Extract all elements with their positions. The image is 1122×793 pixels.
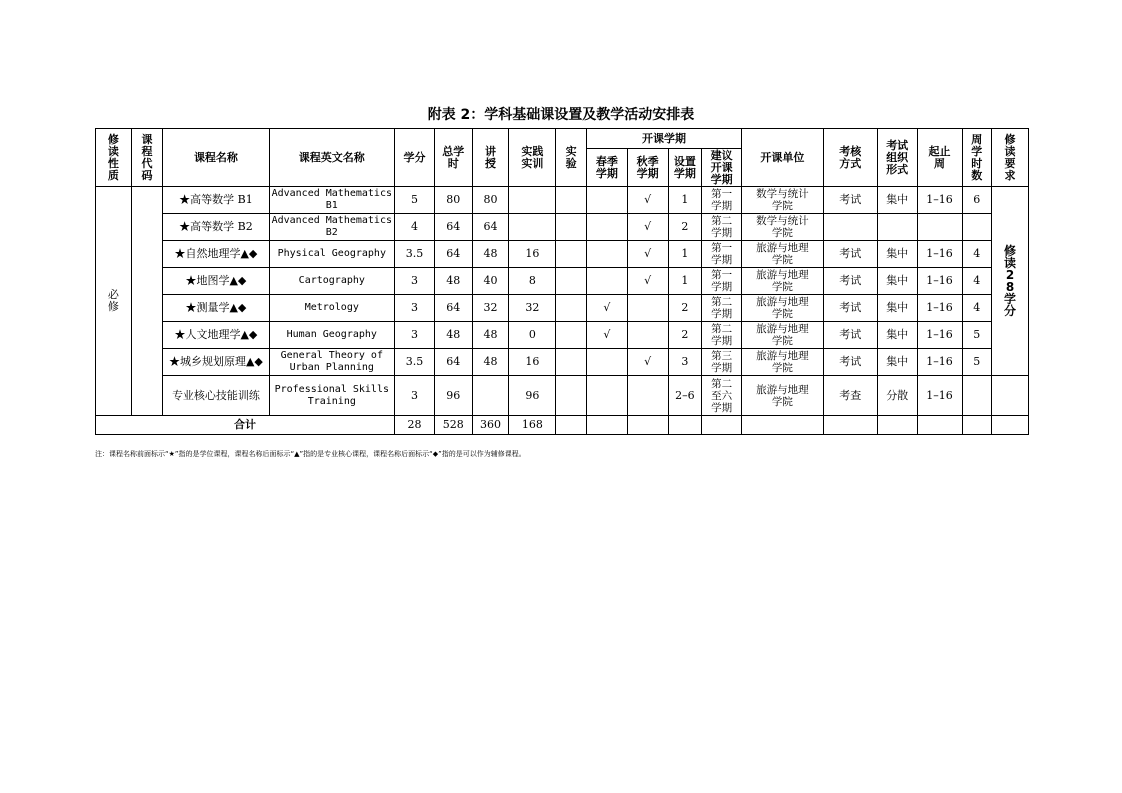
exam-org: 集中 <box>877 268 917 295</box>
spring-mark <box>586 214 627 241</box>
lecture-hours: 80 <box>472 187 509 214</box>
credit: 3.5 <box>395 241 435 268</box>
credit: 5 <box>395 187 435 214</box>
weeks: 1–16 <box>917 349 962 376</box>
unit: 旅游与地理学院 <box>742 295 824 322</box>
unit: 旅游与地理学院 <box>742 349 824 376</box>
set-term: 2 <box>668 214 702 241</box>
exam-org: 集中 <box>877 241 917 268</box>
autumn-mark: √ <box>627 268 668 295</box>
course-name: ★自然地理学▲◆ <box>163 241 269 268</box>
total-hours: 64 <box>434 295 472 322</box>
header-total-hours: 总学时 <box>434 129 472 187</box>
total-hours: 64 <box>434 241 472 268</box>
exam-org: 集中 <box>877 349 917 376</box>
course-name: ★人文地理学▲◆ <box>163 322 269 349</box>
unit: 数学与统计学院 <box>742 187 824 214</box>
total-credit: 28 <box>395 416 435 435</box>
total-row <box>96 416 1029 435</box>
exam-method: 考试 <box>823 349 877 376</box>
header-type: 修读性质 <box>96 129 132 187</box>
exam-org: 集中 <box>877 322 917 349</box>
practice-hours: 32 <box>509 295 556 322</box>
practice-hours: 8 <box>509 268 556 295</box>
suggest-term: 第二学期 <box>702 214 742 241</box>
table-row <box>96 214 1029 241</box>
total-hours: 48 <box>434 322 472 349</box>
credit: 3 <box>395 376 435 416</box>
spring-mark <box>586 376 627 416</box>
suggest-term: 第二学期 <box>702 322 742 349</box>
credit: 3 <box>395 322 435 349</box>
lecture-hours: 48 <box>472 349 509 376</box>
experiment-hours <box>556 187 587 214</box>
weeks: 1–16 <box>917 241 962 268</box>
set-term: 1 <box>668 241 702 268</box>
spring-mark: √ <box>586 322 627 349</box>
suggest-term: 第二学期 <box>702 295 742 322</box>
table-row <box>96 349 1029 376</box>
requirement-cell: 修读28学分 <box>992 187 1029 376</box>
practice-hours: 96 <box>509 376 556 416</box>
unit: 旅游与地理学院 <box>742 241 824 268</box>
credit: 4 <box>395 214 435 241</box>
spring-mark <box>586 187 627 214</box>
total-hours-sum: 528 <box>434 416 472 435</box>
exam-method: 考试 <box>823 322 877 349</box>
lecture-hours <box>472 376 509 416</box>
exam-method: 考试 <box>823 241 877 268</box>
course-name: ★高等数学 B2 <box>163 214 269 241</box>
weekly-hours: 6 <box>962 187 992 214</box>
set-term: 2 <box>668 295 702 322</box>
credit: 3 <box>395 268 435 295</box>
header-autumn: 秋季学期 <box>627 149 668 187</box>
autumn-mark <box>627 322 668 349</box>
header-requirement: 修读要求 <box>992 129 1029 187</box>
total-hours: 80 <box>434 187 472 214</box>
page-title: 附表 2：学科基础课设置及教学活动安排表 <box>427 107 695 123</box>
weeks: 1–16 <box>917 295 962 322</box>
weekly-hours: 4 <box>962 268 992 295</box>
weeks: 1–16 <box>917 376 962 416</box>
practice-hours <box>509 214 556 241</box>
table-row <box>96 187 1029 214</box>
lecture-hours: 32 <box>472 295 509 322</box>
credit: 3.5 <box>395 349 435 376</box>
course-name-en: Cartography <box>269 268 395 295</box>
header-semester-group: 开课学期 <box>586 129 741 149</box>
set-term: 1 <box>668 268 702 295</box>
weeks: 1–16 <box>917 322 962 349</box>
suggest-term: 第一学期 <box>702 241 742 268</box>
practice-hours: 16 <box>509 241 556 268</box>
lecture-hours: 40 <box>472 268 509 295</box>
table-row <box>96 322 1029 349</box>
exam-method: 考试 <box>823 295 877 322</box>
course-name-en: Human Geography <box>269 322 395 349</box>
header-weeks: 起止周 <box>917 129 962 187</box>
experiment-hours <box>556 241 587 268</box>
exam-org: 集中 <box>877 187 917 214</box>
experiment-hours <box>556 295 587 322</box>
exam-method: 考查 <box>823 376 877 416</box>
spring-mark <box>586 268 627 295</box>
header-exam-method: 考核方式 <box>823 129 877 187</box>
total-lecture: 360 <box>472 416 509 435</box>
header-practice: 实践实训 <box>509 129 556 187</box>
requirement-empty-cell <box>992 376 1029 416</box>
weekly-hours: 5 <box>962 349 992 376</box>
autumn-mark: √ <box>627 241 668 268</box>
unit: 旅游与地理学院 <box>742 322 824 349</box>
autumn-mark: √ <box>627 187 668 214</box>
header-unit: 开课单位 <box>742 129 824 187</box>
total-hours: 64 <box>434 349 472 376</box>
spring-mark <box>586 241 627 268</box>
header-lecture: 讲授 <box>472 129 509 187</box>
total-hours: 64 <box>434 214 472 241</box>
spring-mark: √ <box>586 295 627 322</box>
table-row <box>96 268 1029 295</box>
course-name-en: Advanced Mathematics B2 <box>269 214 395 241</box>
total-label: 合计 <box>96 416 395 435</box>
suggest-term: 第一学期 <box>702 187 742 214</box>
course-name: ★测量学▲◆ <box>163 295 269 322</box>
suggest-term: 第二至六学期 <box>702 376 742 416</box>
course-name-en: Physical Geography <box>269 241 395 268</box>
header-name-en: 课程英文名称 <box>269 129 395 187</box>
autumn-mark: √ <box>627 214 668 241</box>
lecture-hours: 48 <box>472 322 509 349</box>
course-table <box>95 128 1029 435</box>
exam-method: 考试 <box>823 268 877 295</box>
table-row <box>96 241 1029 268</box>
lecture-hours: 64 <box>472 214 509 241</box>
practice-hours: 0 <box>509 322 556 349</box>
weekly-hours: 4 <box>962 241 992 268</box>
set-term: 2 <box>668 322 702 349</box>
set-term: 1 <box>668 187 702 214</box>
type-cell: 必修 <box>96 187 132 416</box>
header-suggest-term: 建议开课学期 <box>702 149 742 187</box>
header-name: 课程名称 <box>163 129 269 187</box>
exam-org: 集中 <box>877 295 917 322</box>
experiment-hours <box>556 349 587 376</box>
course-name: ★城乡规划原理▲◆ <box>163 349 269 376</box>
practice-hours <box>509 187 556 214</box>
weekly-hours: 5 <box>962 322 992 349</box>
exam-org <box>877 214 917 241</box>
course-name-en: Metrology <box>269 295 395 322</box>
experiment-hours <box>556 214 587 241</box>
weekly-hours <box>962 214 992 241</box>
course-name: 专业核心技能训练 <box>163 376 269 416</box>
lecture-hours: 48 <box>472 241 509 268</box>
course-name: ★地图学▲◆ <box>163 268 269 295</box>
autumn-mark <box>627 295 668 322</box>
header-spring: 春季学期 <box>586 149 627 187</box>
header-exam-org: 考试组织形式 <box>877 129 917 187</box>
total-hours: 96 <box>434 376 472 416</box>
course-name: ★高等数学 B1 <box>163 187 269 214</box>
suggest-term: 第一学期 <box>702 268 742 295</box>
weeks: 1–16 <box>917 268 962 295</box>
spring-mark <box>586 349 627 376</box>
set-term: 2–6 <box>668 376 702 416</box>
set-term: 3 <box>668 349 702 376</box>
header-weekly-hours: 周学时数 <box>962 129 992 187</box>
suggest-term: 第三学期 <box>702 349 742 376</box>
footnote: 注：课程名称前面标示“★”指的是学位课程，课程名称后面标示“▲”指的是专业核心课程，课程名称后面标示“◆”指的是可以作为辅修课程。 <box>95 450 526 458</box>
weekly-hours <box>962 376 992 416</box>
credit: 3 <box>395 295 435 322</box>
unit: 数学与统计学院 <box>742 214 824 241</box>
experiment-hours <box>556 376 587 416</box>
course-name-en: Professional Skills Training <box>269 376 395 416</box>
header-set-term: 设置学期 <box>668 149 702 187</box>
autumn-mark <box>627 376 668 416</box>
course-name-en: Advanced Mathematics B1 <box>269 187 395 214</box>
practice-hours: 16 <box>509 349 556 376</box>
exam-method <box>823 214 877 241</box>
autumn-mark: √ <box>627 349 668 376</box>
unit: 旅游与地理学院 <box>742 376 824 416</box>
total-hours: 48 <box>434 268 472 295</box>
experiment-hours <box>556 322 587 349</box>
weeks <box>917 214 962 241</box>
header-code: 课程代码 <box>131 129 163 187</box>
total-practice: 168 <box>509 416 556 435</box>
weeks: 1–16 <box>917 187 962 214</box>
header-experiment: 实验 <box>556 129 587 187</box>
experiment-hours <box>556 268 587 295</box>
header-credit: 学分 <box>395 129 435 187</box>
table-row <box>96 376 1029 416</box>
weekly-hours: 4 <box>962 295 992 322</box>
exam-method: 考试 <box>823 187 877 214</box>
exam-org: 分散 <box>877 376 917 416</box>
course-name-en: General Theory of Urban Planning <box>269 349 395 376</box>
unit: 旅游与地理学院 <box>742 268 824 295</box>
code-cell <box>131 187 163 416</box>
table-row <box>96 295 1029 322</box>
